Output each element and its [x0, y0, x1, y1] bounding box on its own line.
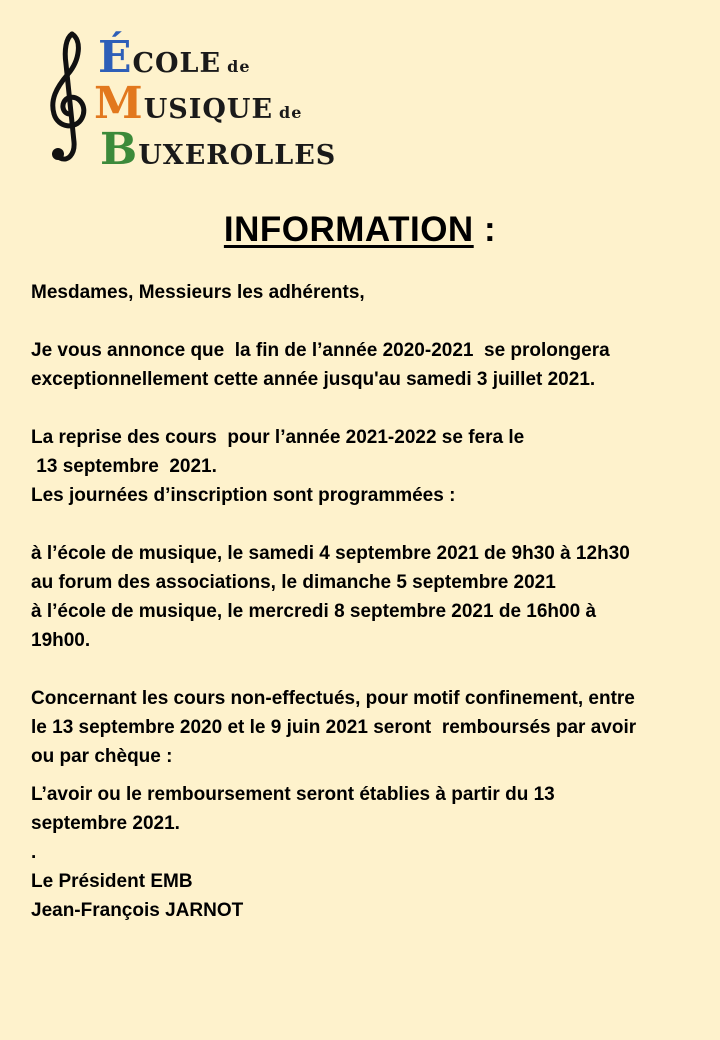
greeting: Mesdames, Messieurs les adhérents, — [31, 282, 365, 303]
paragraph-line: L’avoir ou le remboursement seront établies à partir du 13 — [31, 784, 555, 805]
signature-title: Le Président EMB — [31, 871, 193, 892]
logo-line-musique — [94, 78, 302, 129]
logo-line-buxerolles — [100, 124, 336, 175]
logo-de: de — [279, 103, 303, 122]
page-title — [0, 210, 720, 250]
paragraph-line: Je vous annonce que la fin de l’année 2020-2021 se prolongera — [31, 340, 610, 361]
paragraph-line: La reprise des cours pour l’année 2021-2022 se fera le — [31, 427, 525, 448]
logo-word: UXEROLLES — [138, 140, 337, 171]
paragraph-line: exceptionnellement cette année jusqu'au samedi 3 juillet 2021. — [31, 369, 596, 390]
treble-clef-icon — [44, 30, 94, 166]
paragraph-line: le 13 septembre 2020 et le 9 juin 2021 seront remboursés par avoir — [31, 717, 637, 738]
logo-initial-b: B — [100, 124, 139, 175]
announcement-body — [31, 278, 711, 925]
logo-initial-e: É — [98, 32, 133, 83]
paragraph-line: 13 septembre 2021. — [31, 456, 217, 477]
schedule-item: 19h00. — [31, 630, 91, 651]
paragraph-line: Concernant les cours non-effectués, pour motif confinement, entre — [31, 688, 635, 709]
schedule-item: au forum des associations, le dimanche 5 septembre 2021 — [31, 572, 556, 593]
separator-dot: . — [31, 842, 37, 863]
paragraph-line: septembre 2021. — [31, 813, 180, 834]
schedule-item: à l’école de musique, le mercredi 8 septembre 2021 de 16h00 à — [31, 601, 597, 622]
logo-initial-m: M — [94, 78, 144, 129]
signature-name: Jean-François JARNOT — [31, 900, 244, 921]
logo-line-ecole — [98, 32, 251, 83]
schedule-item: à l’école de musique, le samedi 4 septembre 2021 de 9h30 à 12h30 — [31, 543, 630, 564]
logo-de: de — [227, 57, 251, 76]
paragraph-line: Les journées d’inscription sont programmées : — [31, 485, 456, 506]
school-logo — [44, 30, 337, 175]
logo-word: USIQUE — [143, 94, 274, 125]
title-colon: : — [473, 210, 497, 249]
title-text: INFORMATION — [223, 210, 474, 249]
logo-word: COLE — [132, 48, 222, 79]
paragraph-line: ou par chèque : — [31, 746, 173, 767]
